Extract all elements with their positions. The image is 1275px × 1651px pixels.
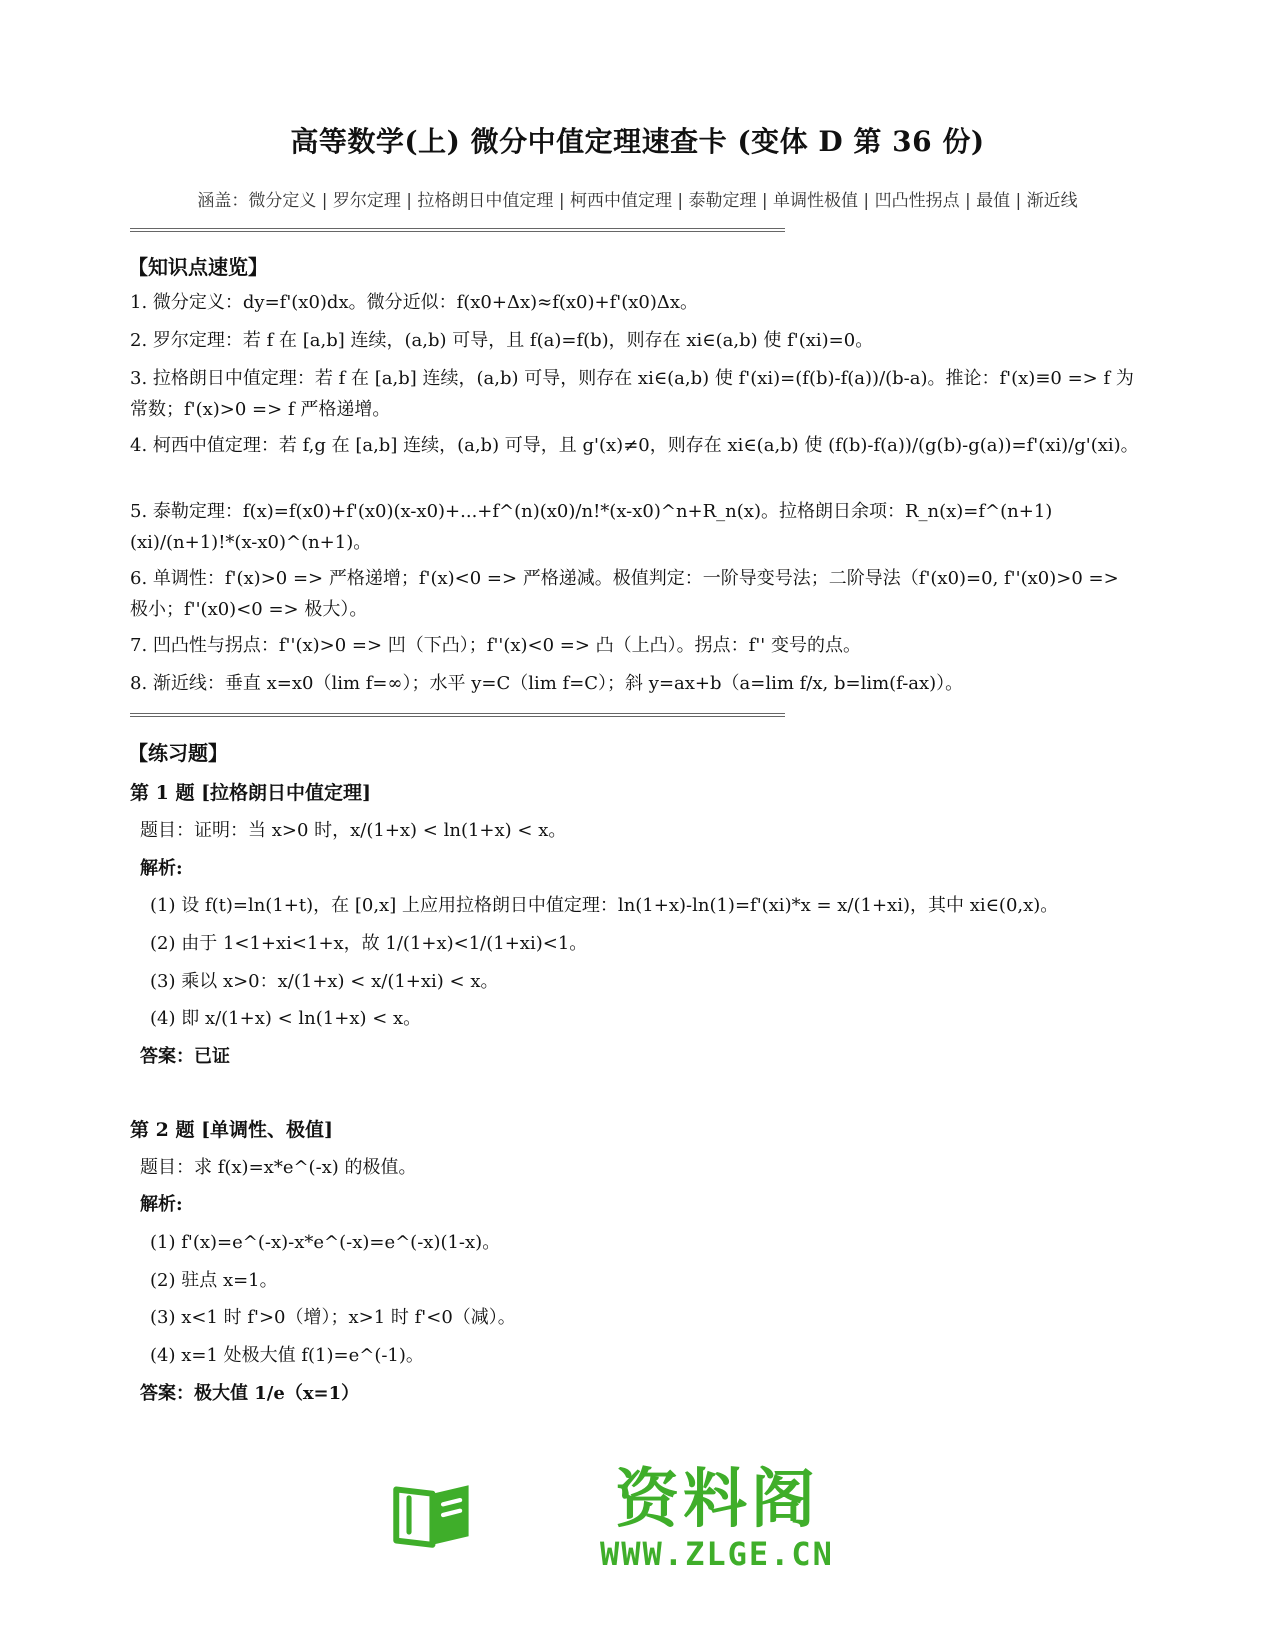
question-1-step: (1) 设 f(t)=ln(1+t)，在 [0,x] 上应用拉格朗日中值定理：ln(1+x)-ln(1)=f'(xi)*x = x/(1+xi)，其中 xi∈(0,x)。 [150, 895, 1059, 916]
question-1-answer: 答案：已证 [140, 1046, 230, 1067]
question-2-analysis-label: 解析: [140, 1194, 183, 1215]
knowledge-item-8: 8. 渐近线：垂直 x=x0（lim f=∞）；水平 y=C（lim f=C）；斜 y=ax+b（a=lim f/x, b=lim(f-ax)）。 [130, 673, 964, 694]
watermark-url: WWW.ZLGE.CN [600, 1535, 834, 1573]
knowledge-item-7: 7. 凹凸性与拐点：f''(x)>0 => 凹（下凸）；f''(x)<0 => 凸（上凸）。拐点：f'' 变号的点。 [130, 635, 861, 656]
divider [130, 713, 785, 714]
knowledge-item-3: 3. 拉格朗日中值定理：若 f 在 [a,b] 连续，(a,b) 可导，则存在 xi∈(a,b) 使 f'(xi)=(f(b)-f(a))/(b-a)。推论：f'(x)≡0 => f 为常数；f'(x)>0 => f 严格递增。 [130, 368, 1134, 420]
question-1-step: (2) 由于 1<1+xi<1+x，故 1/(1+x)<1/(1+xi)<1。 [150, 933, 588, 954]
question-2-step: (4) x=1 处极大值 f(1)=e^(-1)。 [150, 1345, 424, 1366]
open-book-icon [392, 1440, 592, 1590]
question-1-text: 题目：证明：当 x>0 时，x/(1+x) < ln(1+x) < x。 [140, 820, 567, 841]
divider [130, 228, 785, 229]
question-1-step: (3) 乘以 x>0：x/(1+x) < x/(1+xi) < x。 [150, 971, 499, 992]
page-title: 高等数学(上) 微分中值定理速查卡 (变体 D 第 36 份) [290, 125, 985, 158]
knowledge-item-2: 2. 罗尔定理：若 f 在 [a,b] 连续，(a,b) 可导，且 f(a)=f(b)，则存在 xi∈(a,b) 使 f'(xi)=0。 [130, 330, 874, 351]
knowledge-item-5: 5. 泰勒定理：f(x)=f(x0)+f'(x0)(x-x0)+...+f^(n)(x0)/n!*(x-x0)^n+R_n(x)。拉格朗日余项：R_n(x)=f^(n+1)(xi)/(n+1)!*(x-x0)^(n+1)。 [130, 501, 1053, 553]
knowledge-heading: 【知识点速览】 [128, 255, 268, 279]
question-1-analysis-label: 解析: [140, 858, 183, 879]
knowledge-item-4: 4. 柯西中值定理：若 f,g 在 [a,b] 连续，(a,b) 可导，且 g'(x)≠0，则存在 xi∈(a,b) 使 (f(b)-f(a))/(g(b)-g(a))=f'(xi)/g'(xi)。 [130, 435, 1139, 456]
knowledge-item-6: 6. 单调性：f'(x)>0 => 严格递增；f'(x)<0 => 严格递减。极值判定：一阶导变号法；二阶导法（f'(x0)=0, f''(x0)>0 => 极小；f''(x0)<0 => 极大）。 [130, 568, 1119, 620]
question-2-text: 题目：求 f(x)=x*e^(-x) 的极值。 [140, 1157, 417, 1178]
question-2-step: (2) 驻点 x=1。 [150, 1270, 278, 1291]
practice-heading: 【练习题】 [128, 741, 228, 765]
question-2-step: (1) f'(x)=e^(-x)-x*e^(-x)=e^(-x)(1-x)。 [150, 1232, 501, 1253]
question-2-answer: 答案：极大值 1/e（x=1） [140, 1383, 360, 1404]
watermark-name: 资料阁 [615, 1463, 819, 1537]
knowledge-item-1: 1. 微分定义：dy=f'(x0)dx。微分近似：f(x0+Δx)≈f(x0)+f'(x0)Δx。 [130, 292, 699, 313]
question-1-step: (4) 即 x/(1+x) < ln(1+x) < x。 [150, 1008, 422, 1029]
question-1-title: 第 1 题 [拉格朗日中值定理] [130, 782, 372, 804]
question-2-step: (3) x<1 时 f'>0（增）；x>1 时 f'<0（减）。 [150, 1307, 516, 1328]
question-2-title: 第 2 题 [单调性、极值] [130, 1119, 334, 1141]
coverage-line: 涵盖：微分定义 | 罗尔定理 | 拉格朗日中值定理 | 柯西中值定理 | 泰勒定理 | 单调性极值 | 凹凸性拐点 | 最值 | 渐近线 [197, 191, 1078, 211]
